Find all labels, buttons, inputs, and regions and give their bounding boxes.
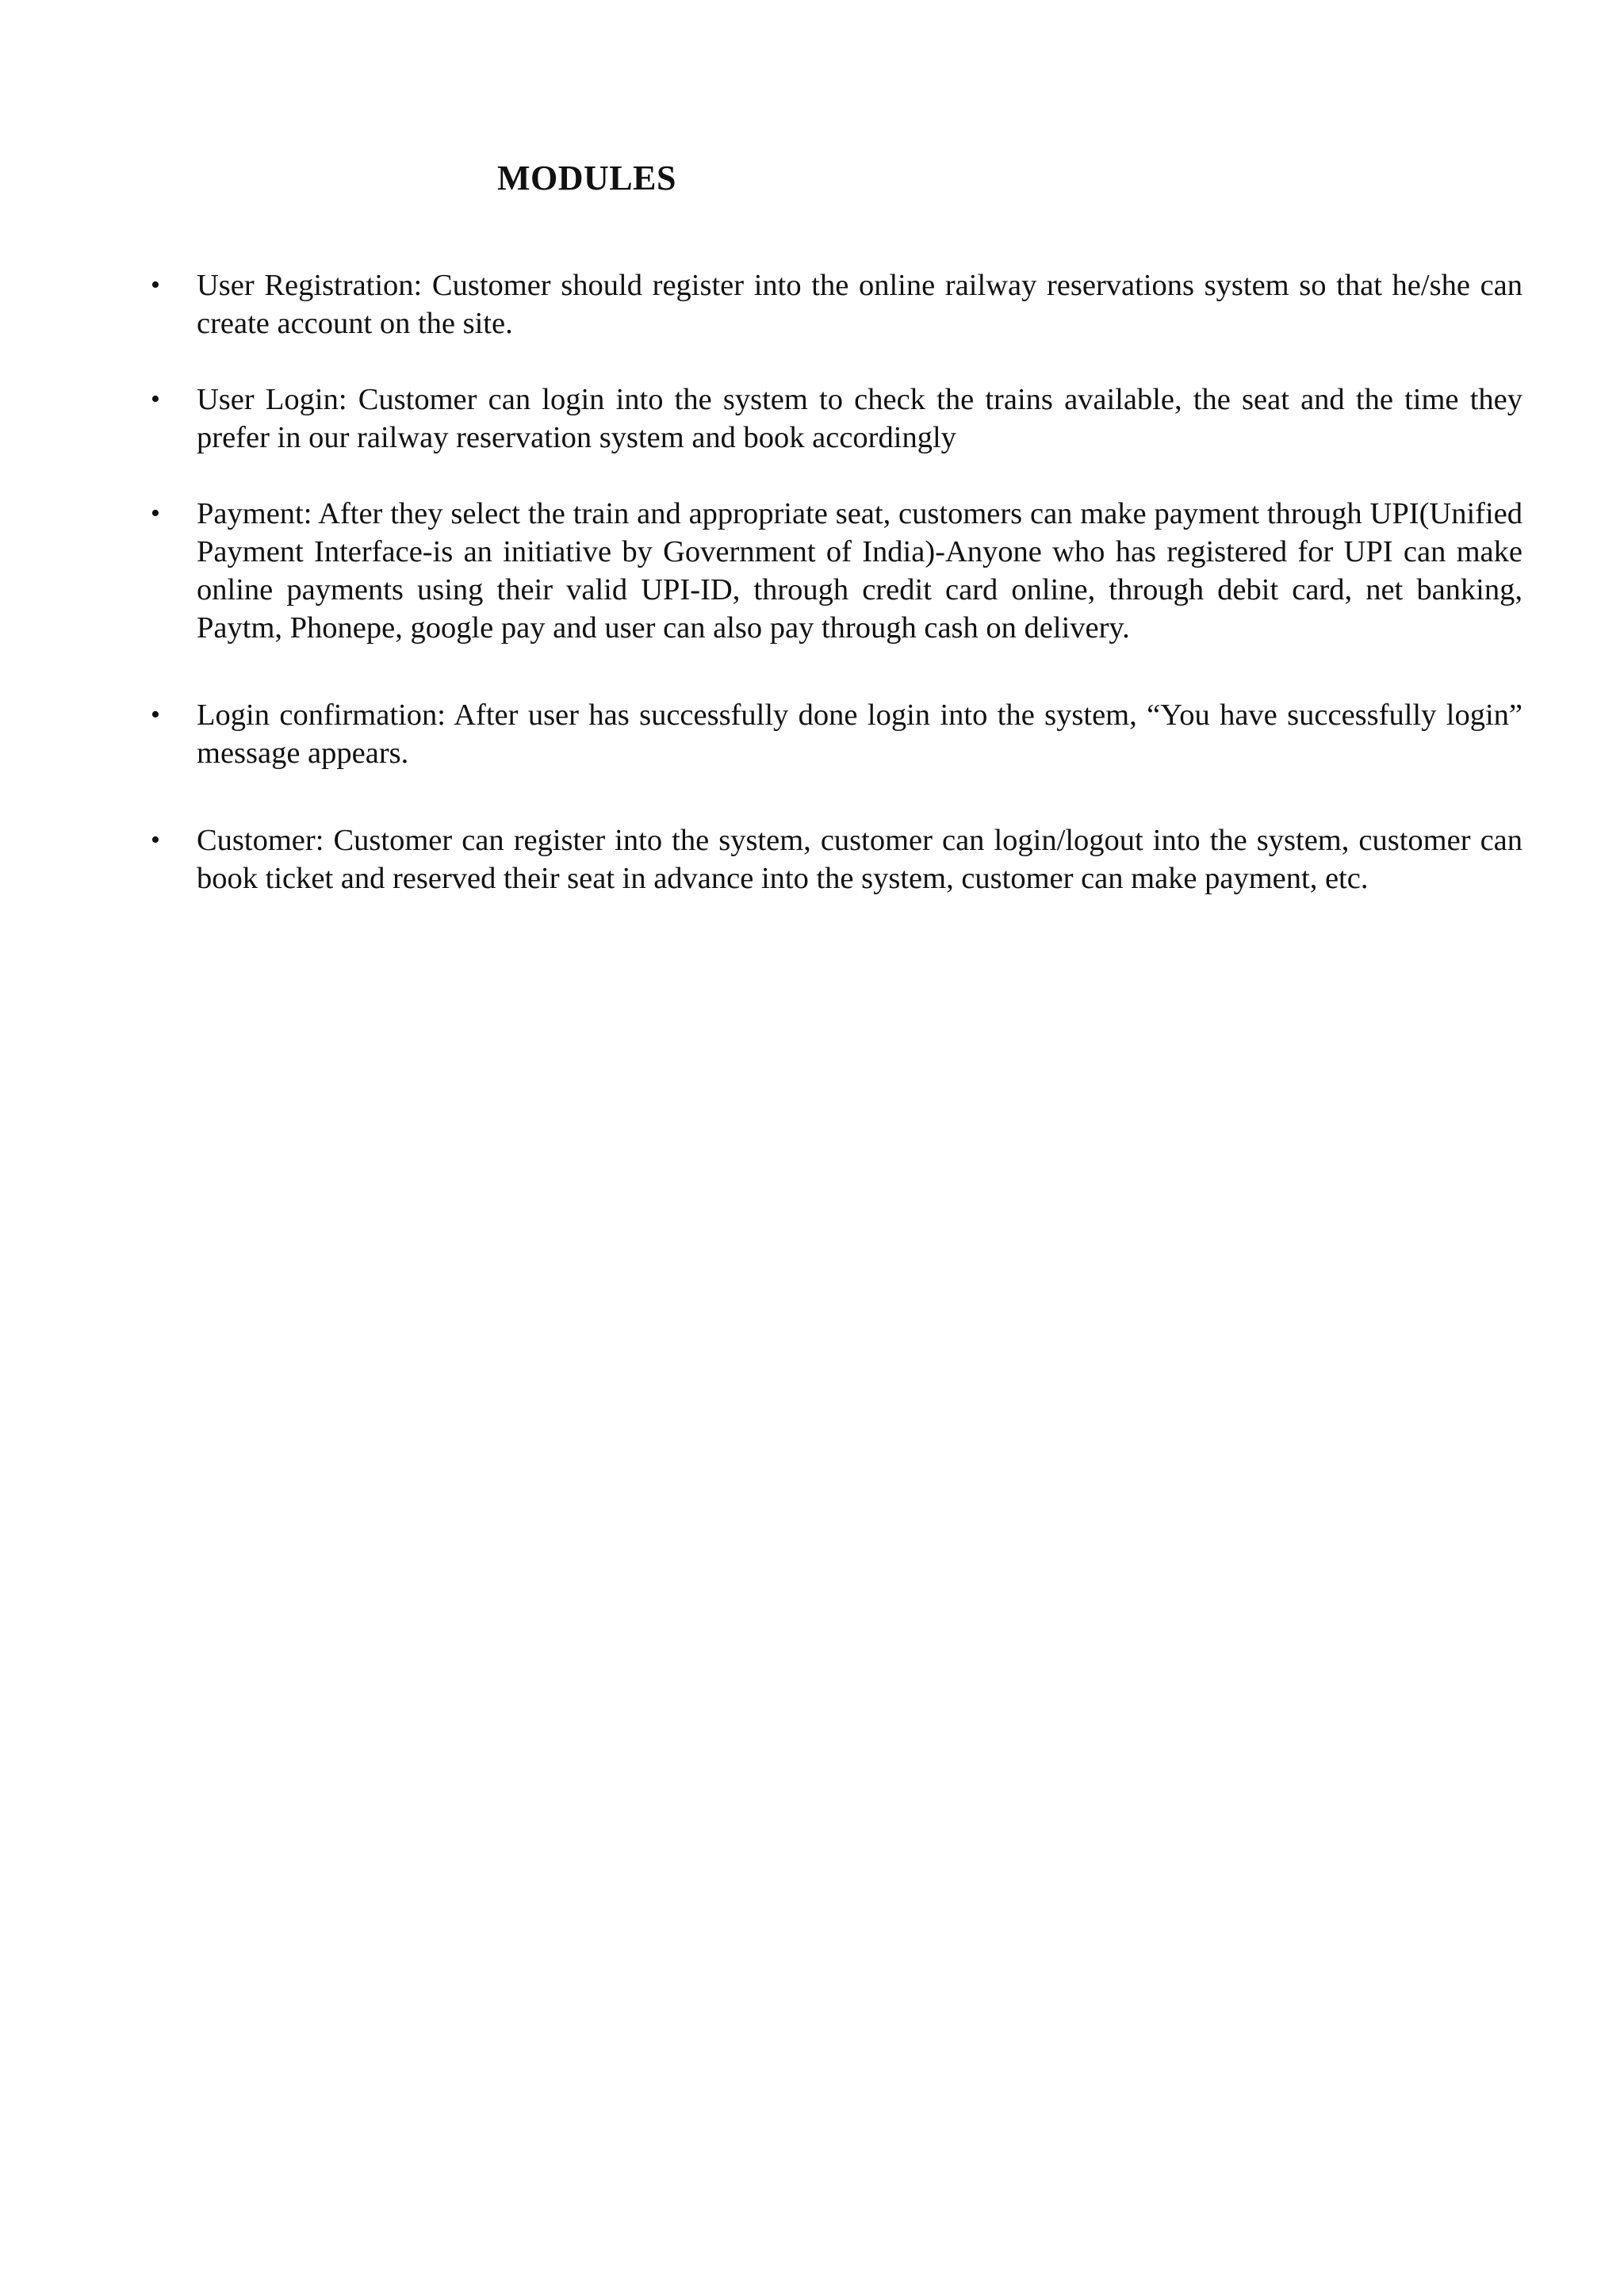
- modules-list: [151, 266, 1522, 897]
- module-payment: [151, 495, 1522, 647]
- module-login-confirmation: [151, 696, 1522, 772]
- module-text: User Registration: Customer should register into the online railway reservations system so that he/she can create account on the site.: [197, 269, 1522, 340]
- module-text: User Login: Customer can login into the system to check the trains available, the seat and the time they prefer in our railway reservation system and book accordingly: [197, 383, 1522, 454]
- module-text: Customer: Customer can register into the system, customer can login/logout into the system, customer can book ticket and reserved their seat in advance into the system, customer can make payment, etc.: [197, 824, 1522, 895]
- module-text: Login confirmation: After user has successfully done login into the system, “You have successfully login” message appears.: [197, 698, 1522, 770]
- bullet-icon: •: [151, 499, 160, 528]
- page-title: MODULES: [497, 159, 676, 198]
- bullet-icon: •: [151, 825, 160, 855]
- bullet-icon: •: [151, 700, 160, 729]
- module-user-login: [151, 381, 1522, 457]
- bullet-icon: •: [151, 270, 160, 300]
- module-text: Payment: After they select the train and appropriate seat, customers can make payment through UPI(Unified Payment Interface-is an initiative by Government of India)-Anyone who has registered for UPI can make online payments using their valid UPI-ID, through credit card online, through debit card, net banking, Paytm, Phonepe, google pay and user can also pay through cash on delivery.: [197, 497, 1522, 645]
- module-customer: [151, 821, 1522, 897]
- bullet-icon: •: [151, 385, 160, 414]
- module-user-registration: [151, 266, 1522, 342]
